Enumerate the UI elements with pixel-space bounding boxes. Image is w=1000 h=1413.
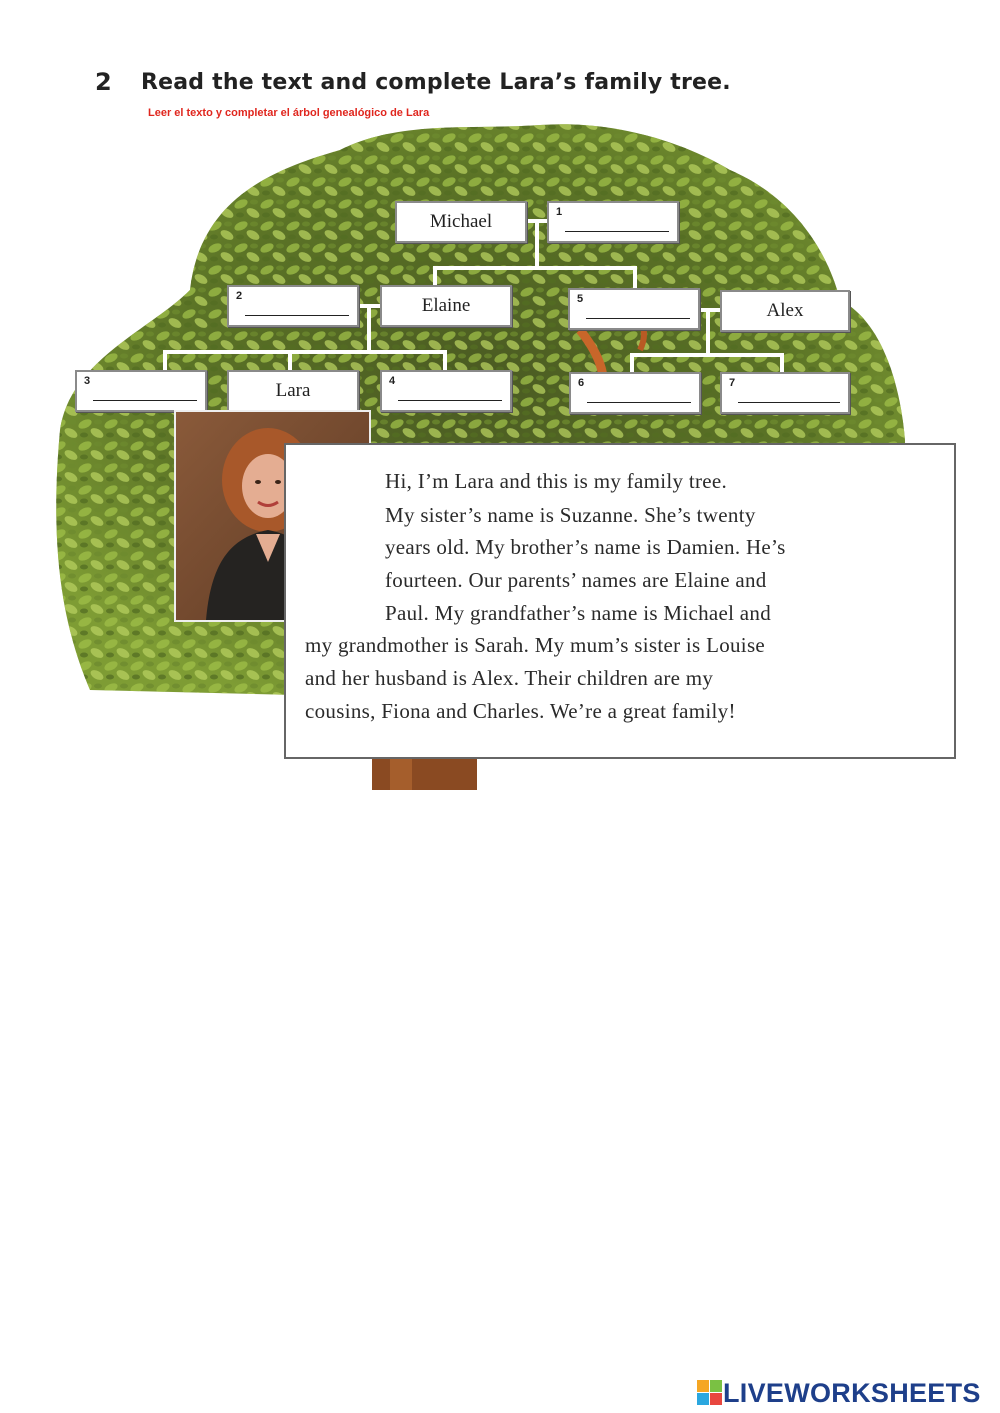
tree-box-alex [720,290,850,332]
answer-input-3[interactable] [93,380,197,401]
blank-number-2: 2 [236,290,243,302]
brand-name: LIVEWORKSHEETS [723,1377,981,1408]
blank-number-4: 4 [389,375,396,387]
exercise-number: 2 [95,68,112,96]
tree-box-blank-4 [380,370,512,412]
answer-input-2[interactable] [245,295,349,316]
answer-input-4[interactable] [398,380,502,401]
liveworksheets-logo [697,1377,981,1409]
tree-name-alex: Alex [766,300,804,321]
blank-number-7: 7 [729,377,736,389]
reading-line: my grandmother is Sarah. My mum’s sister is Louise [305,633,766,657]
blank-number-1: 1 [556,206,563,218]
tree-box-lara [227,370,359,412]
reading-line: fourteen. Our parents’ names are Elaine and [385,568,767,592]
blank-number-6: 6 [578,377,585,389]
blank-number-3: 3 [84,375,91,387]
tree-box-blank-5 [568,288,700,330]
tree-box-blank-6 [569,372,701,414]
answer-input-1[interactable] [565,211,669,232]
tree-name-lara: Lara [275,380,311,401]
tree-box-michael [395,201,527,243]
blank-number-5: 5 [577,293,584,305]
reading-line: Paul. My grandfather’s name is Michael and [385,601,772,625]
tree-name-michael: Michael [429,211,493,232]
answer-input-7[interactable] [738,382,840,403]
tree-box-blank-7 [720,372,850,414]
answer-input-6[interactable] [587,382,691,403]
tree-box-elaine [380,285,512,327]
tree-box-blank-2 [227,285,359,327]
liveworksheets-logo-icon [697,1380,723,1406]
reading-line: Hi, I’m Lara and this is my family tree. [385,469,728,493]
reading-line: years old. My brother’s name is Damien. He’s [385,535,786,559]
exercise-title: Read the text and complete Lara’s family tree. [141,70,731,95]
reading-line: My sister’s name is Suzanne. She’s twenty [385,503,756,527]
tree-name-elaine: Elaine [421,295,471,316]
reading-line: and her husband is Alex. Their children are my [305,666,714,690]
reading-line: cousins, Fiona and Charles. We’re a great family! [305,699,736,723]
exercise-subtitle: Leer el texto y completar el árbol genealógico de Lara [148,107,430,119]
tree-box-blank-3 [75,370,207,412]
tree-box-blank-1 [547,201,679,243]
answer-input-5[interactable] [586,298,690,319]
